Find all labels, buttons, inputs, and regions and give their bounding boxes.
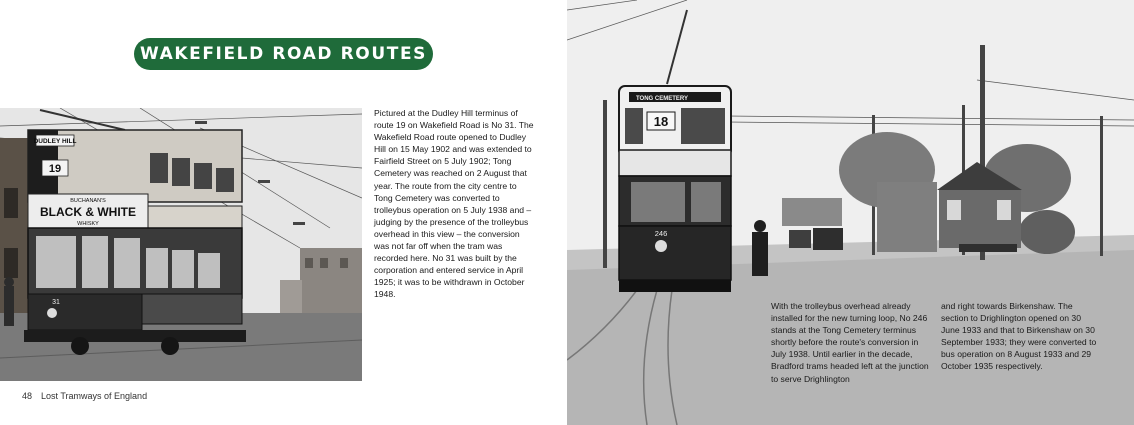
page-footer [22, 391, 147, 401]
tram-31-illustration [0, 108, 362, 381]
photo-tram-31-dudley-hill [0, 108, 362, 381]
left-caption: Pictured at the Dudley Hill terminus of route 19 on Wakefield Road is No 31. The Wakefield Road route opened to Dudley Hill on 15 May 1902 and was extended to Fairfield Street on 5 July 1902; Tong Cemetery was reached on 2 August that year. The route from the city centre to Tong Cemetery was converted to trolleybus operation on 5 July 1938 and – judging by the presence of the trolleybus overhead in this view – the conversion was not far off when the tram was recorded here. No 31 was built by the corporation and entered service in April 1925; it was to be withdrawn in October 1948. [374, 108, 534, 300]
destination-blind-dudley-hill: DUDLEY HILL [33, 138, 77, 145]
section-title: WAKEFIELD ROAD ROUTES [139, 44, 427, 64]
route-number-18: 18 [653, 114, 669, 129]
right-caption-column-1: With the trolleybus overhead already installed for the new turning loop, No 246 stands at the Tong Cemetery terminus shortly before the route's conversion in July 1938. Until earlier in the decade, Bradford trams headed left at the junction to serve Drighlington [771, 301, 929, 384]
fleet-number-246: 246 [654, 229, 668, 238]
advert-line-1: BUCHANAN'S [70, 198, 106, 204]
fleet-number-31: 31 [52, 299, 60, 306]
advert-line-2: BLACK & WHITE [40, 205, 136, 219]
left-page [0, 0, 566, 425]
route-number-19: 19 [48, 163, 62, 175]
page-number: 48 [22, 391, 33, 401]
book-title: Lost Tramways of England [41, 391, 148, 401]
advert-line-3: WHISKY [77, 221, 99, 227]
section-title-banner [134, 38, 433, 70]
destination-blind-tong-cemetery: TONG CEMETERY [635, 96, 689, 102]
right-caption-column-2: and right towards Birkenshaw. The section to Drighlington opened on 30 June 1933 and that to Birkenshaw on 30 September 1933; they were converted to bus operation on 8 August 1933 and 29 October 1935 respectively. [941, 301, 1097, 372]
